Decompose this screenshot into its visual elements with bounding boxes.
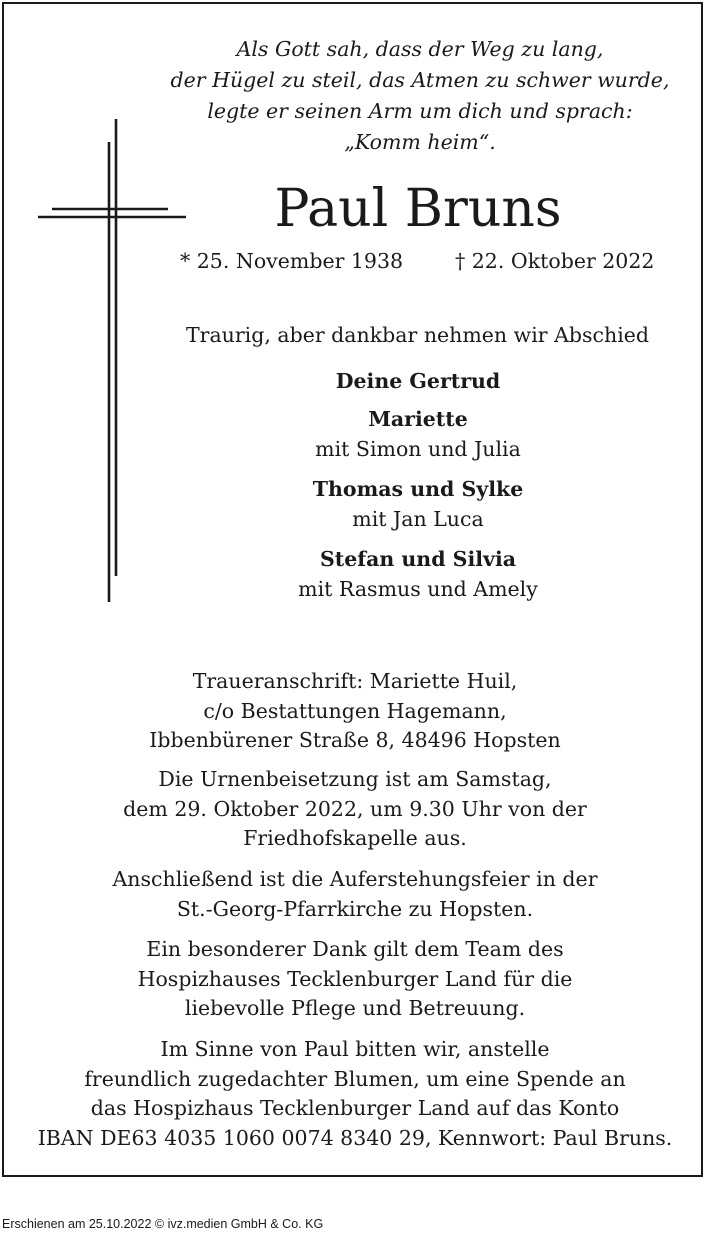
donation-line: Im Sinne von Paul bitten wir, anstelle [160,1037,550,1061]
burial-line: Friedhofskapelle aus. [243,826,467,850]
mourning-address [30,667,680,756]
publication-footer: Erschienen am 25.10.2022 © ivz.medien GmbH & Co. KG [2,1217,324,1231]
poem-line: Als Gott sah, dass der Weg zu lang, [236,37,604,61]
donation-request [30,1035,680,1153]
family-list [208,366,628,604]
family-member: Deine Gertrud [335,369,501,393]
poem-line: der Hügel zu steil, das Atmen zu schwer wurde, [170,68,670,92]
burial-line: Die Urnenbeisetzung ist am Samstag, [158,767,552,791]
family-member: Mariette [368,407,468,431]
family-member: Thomas und Sylke [312,477,524,501]
service-info [30,865,680,924]
thanks-line: liebevolle Pflege und Betreuung. [184,996,526,1020]
donation-line: IBAN DE63 4035 1060 0074 8340 29, Kennwort: Paul Bruns. [37,1125,673,1150]
family-member: mit Simon und Julia [315,437,521,461]
address-line: Ibbenbürener Straße 8, 48496 Hopsten [149,728,561,752]
death-date: † 22. Oktober 2022 [455,249,655,273]
birth-date: * 25. November 1938 [180,249,404,273]
address-line: c/o Bestattungen Hagemann, [203,698,507,723]
service-line: St.-Georg-Pfarrkirche zu Hopsten. [176,896,534,921]
farewell-intro: Traurig, aber dankbar nehmen wir Abschied [185,323,650,347]
deceased-name: Paul Bruns [274,179,562,239]
burial-line: dem 29. Oktober 2022, um 9.30 Uhr von der [123,796,587,821]
poem [160,34,680,158]
service-line: Anschließend ist die Auferstehungsfeier in der [112,867,598,891]
donation-line: freundlich zugedachter Blumen, um eine Spende an [84,1066,626,1091]
family-member: Stefan und Silvia [319,547,517,571]
thanks-line: Ein besonderer Dank gilt dem Team des [146,937,564,961]
thanks-note [30,935,680,1024]
family-member: mit Rasmus und Amely [298,577,538,601]
address-line: Traueranschrift: Mariette Huil, [192,669,518,693]
donation-line: das Hospizhaus Tecklenburger Land auf das Konto [90,1096,620,1120]
burial-info [30,765,680,854]
cross-icon [36,116,188,610]
family-member: mit Jan Luca [352,507,484,531]
poem-line: legte er seinen Arm um dich und sprach: [207,99,633,123]
thanks-line: Hospizhauses Tecklenburger Land für die [137,966,573,991]
poem-line: „Komm heim“. [344,130,496,154]
